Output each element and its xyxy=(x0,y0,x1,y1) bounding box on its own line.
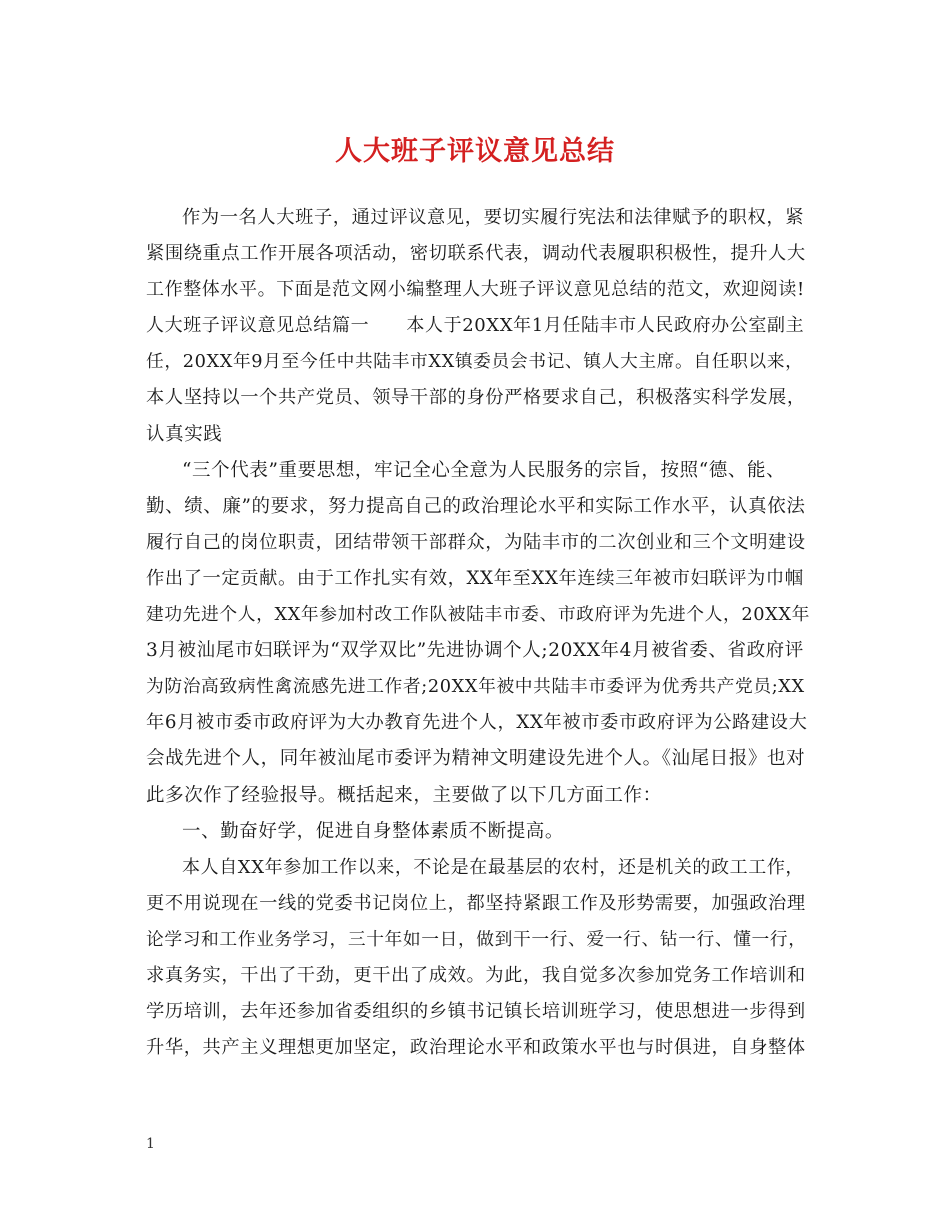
text-line: 本人自XX年参加工作以来，不论是在最基层的农村，还是机关的政工工作， xyxy=(182,856,805,878)
text-line: 年6月被市委市政府评为大办教育先进个人，XX年被市委市政府评为公路建设大 xyxy=(146,712,808,734)
text-line: “三个代表”重要思想，牢记全心全意为人民服务的宗旨，按照“德、能、 xyxy=(182,459,786,481)
text-line: 履行自己的岗位职责，团结带领干部群众，为陆丰市的二次创业和三个文明建设 xyxy=(146,531,806,553)
text-line: 3月被汕尾市妇联评为“双学双比”先进协调个人;20XX年4月被省委、省政府评 xyxy=(146,640,804,662)
text-line: 学历培训，去年还参加省委组织的乡镇书记镇长培训班学习，使思想进一步得到 xyxy=(146,1001,806,1023)
text-line: 作出了一定贡献。由于工作扎实有效，XX年至XX年连续三年被市妇联评为巾帼 xyxy=(146,567,804,589)
text-line: 论学习和工作业务学习，三十年如一日，做到干一行、爱一行、钻一行、懂一行， xyxy=(146,929,807,950)
text-line: 升华，共产主义理想更加坚定，政治理论水平和政策水平也与时俱进，自身整体 xyxy=(146,1037,806,1059)
text-line: 更不用说现在一线的党委书记岗位上，都坚持紧跟工作及形势需要，加强政治理 xyxy=(146,892,806,914)
text-line: 人大班子评议意见总结篇一 本人于20XX年1月任陆丰市人民政府办公室副主 xyxy=(146,315,805,337)
text-line: 求真务实，干出了干劲，更干出了成效。为此，我自觉多次参加党务工作培训和 xyxy=(146,964,806,986)
text-line: 工作整体水平。下面是范文网小编整理人大班子评议意见总结的范文，欢迎阅读! xyxy=(146,279,805,301)
text-line: 会战先进个人，同年被汕尾市委评为精神文明建设先进个人。《汕尾日报》也对 xyxy=(146,748,806,770)
text-line: 此多次作了经验报导。概括起来，主要做了以下几方面工作： xyxy=(146,784,662,806)
text-line: 认真实践 xyxy=(146,423,223,445)
document-title: 人大班子评议意见总结 xyxy=(335,136,615,167)
text-line: 为防治高致病性禽流感先进工作者;20XX年被中共陆丰市委评为优秀共产党员;XX xyxy=(146,677,805,698)
text-line: 任，20XX年9月至今任中共陆丰市XX镇委员会书记、镇人大主席。自任职以来， xyxy=(146,352,804,373)
document-body xyxy=(146,200,810,1066)
text-line: 建功先进个人，XX年参加村改工作队被陆丰市委、市政府评为先进个人，20XX年 xyxy=(146,605,810,626)
text-line: 作为一名人大班子，通过评议意见，要切实履行宪法和法律赋予的职权，紧 xyxy=(182,207,805,228)
text-line: 紧围绕重点工作开展各项活动，密切联系代表，调动代表履职积极性，提升人大 xyxy=(146,243,806,265)
page-number: 1 xyxy=(146,1136,155,1152)
section-heading: 一、勤奋好学，促进自身整体素质不断提高。 xyxy=(182,820,565,842)
text-line: 本人坚持以一个共产党员、领导干部的身份严格要求自己，积极落实科学发展， xyxy=(146,387,806,409)
text-line: 勤、绩、廉”的要求，努力提高自己的政治理论水平和实际工作水平，认真依法 xyxy=(146,495,806,517)
